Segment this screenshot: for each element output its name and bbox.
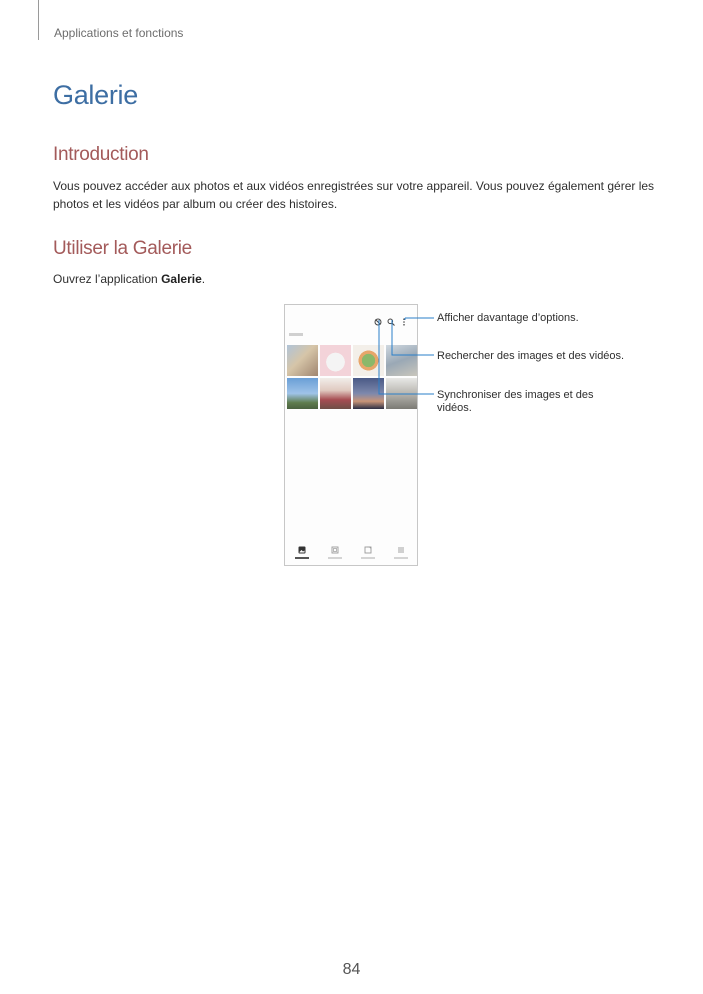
usage-text-after: . <box>201 272 206 286</box>
app-name: Galerie <box>161 272 202 286</box>
usage-text-before: Ouvrez l’application <box>53 272 162 286</box>
header-section-title: Applications et fonctions <box>54 26 184 40</box>
page-number: 84 <box>342 961 361 978</box>
introduction-heading: Introduction <box>53 144 149 165</box>
callout-line-search <box>392 320 434 355</box>
usage-heading: Utiliser la Galerie <box>53 238 192 259</box>
callout-more-options: Afficher davantage d’options. <box>437 312 579 324</box>
callout-search: Rechercher des images et des vidéos. <box>437 350 625 362</box>
callout-line-sync <box>379 320 434 394</box>
callout-line-more-options <box>405 318 434 320</box>
page-title: Galerie <box>53 80 138 110</box>
callout-sync: Synchroniser des images et des vidéos. <box>437 389 594 414</box>
introduction-text: Vous pouvez accéder aux photos et aux vidéos enregistrées sur votre appareil. Vous pouvez également gérer les photos et les vidéos par album ou créer des histoires. <box>53 179 655 211</box>
